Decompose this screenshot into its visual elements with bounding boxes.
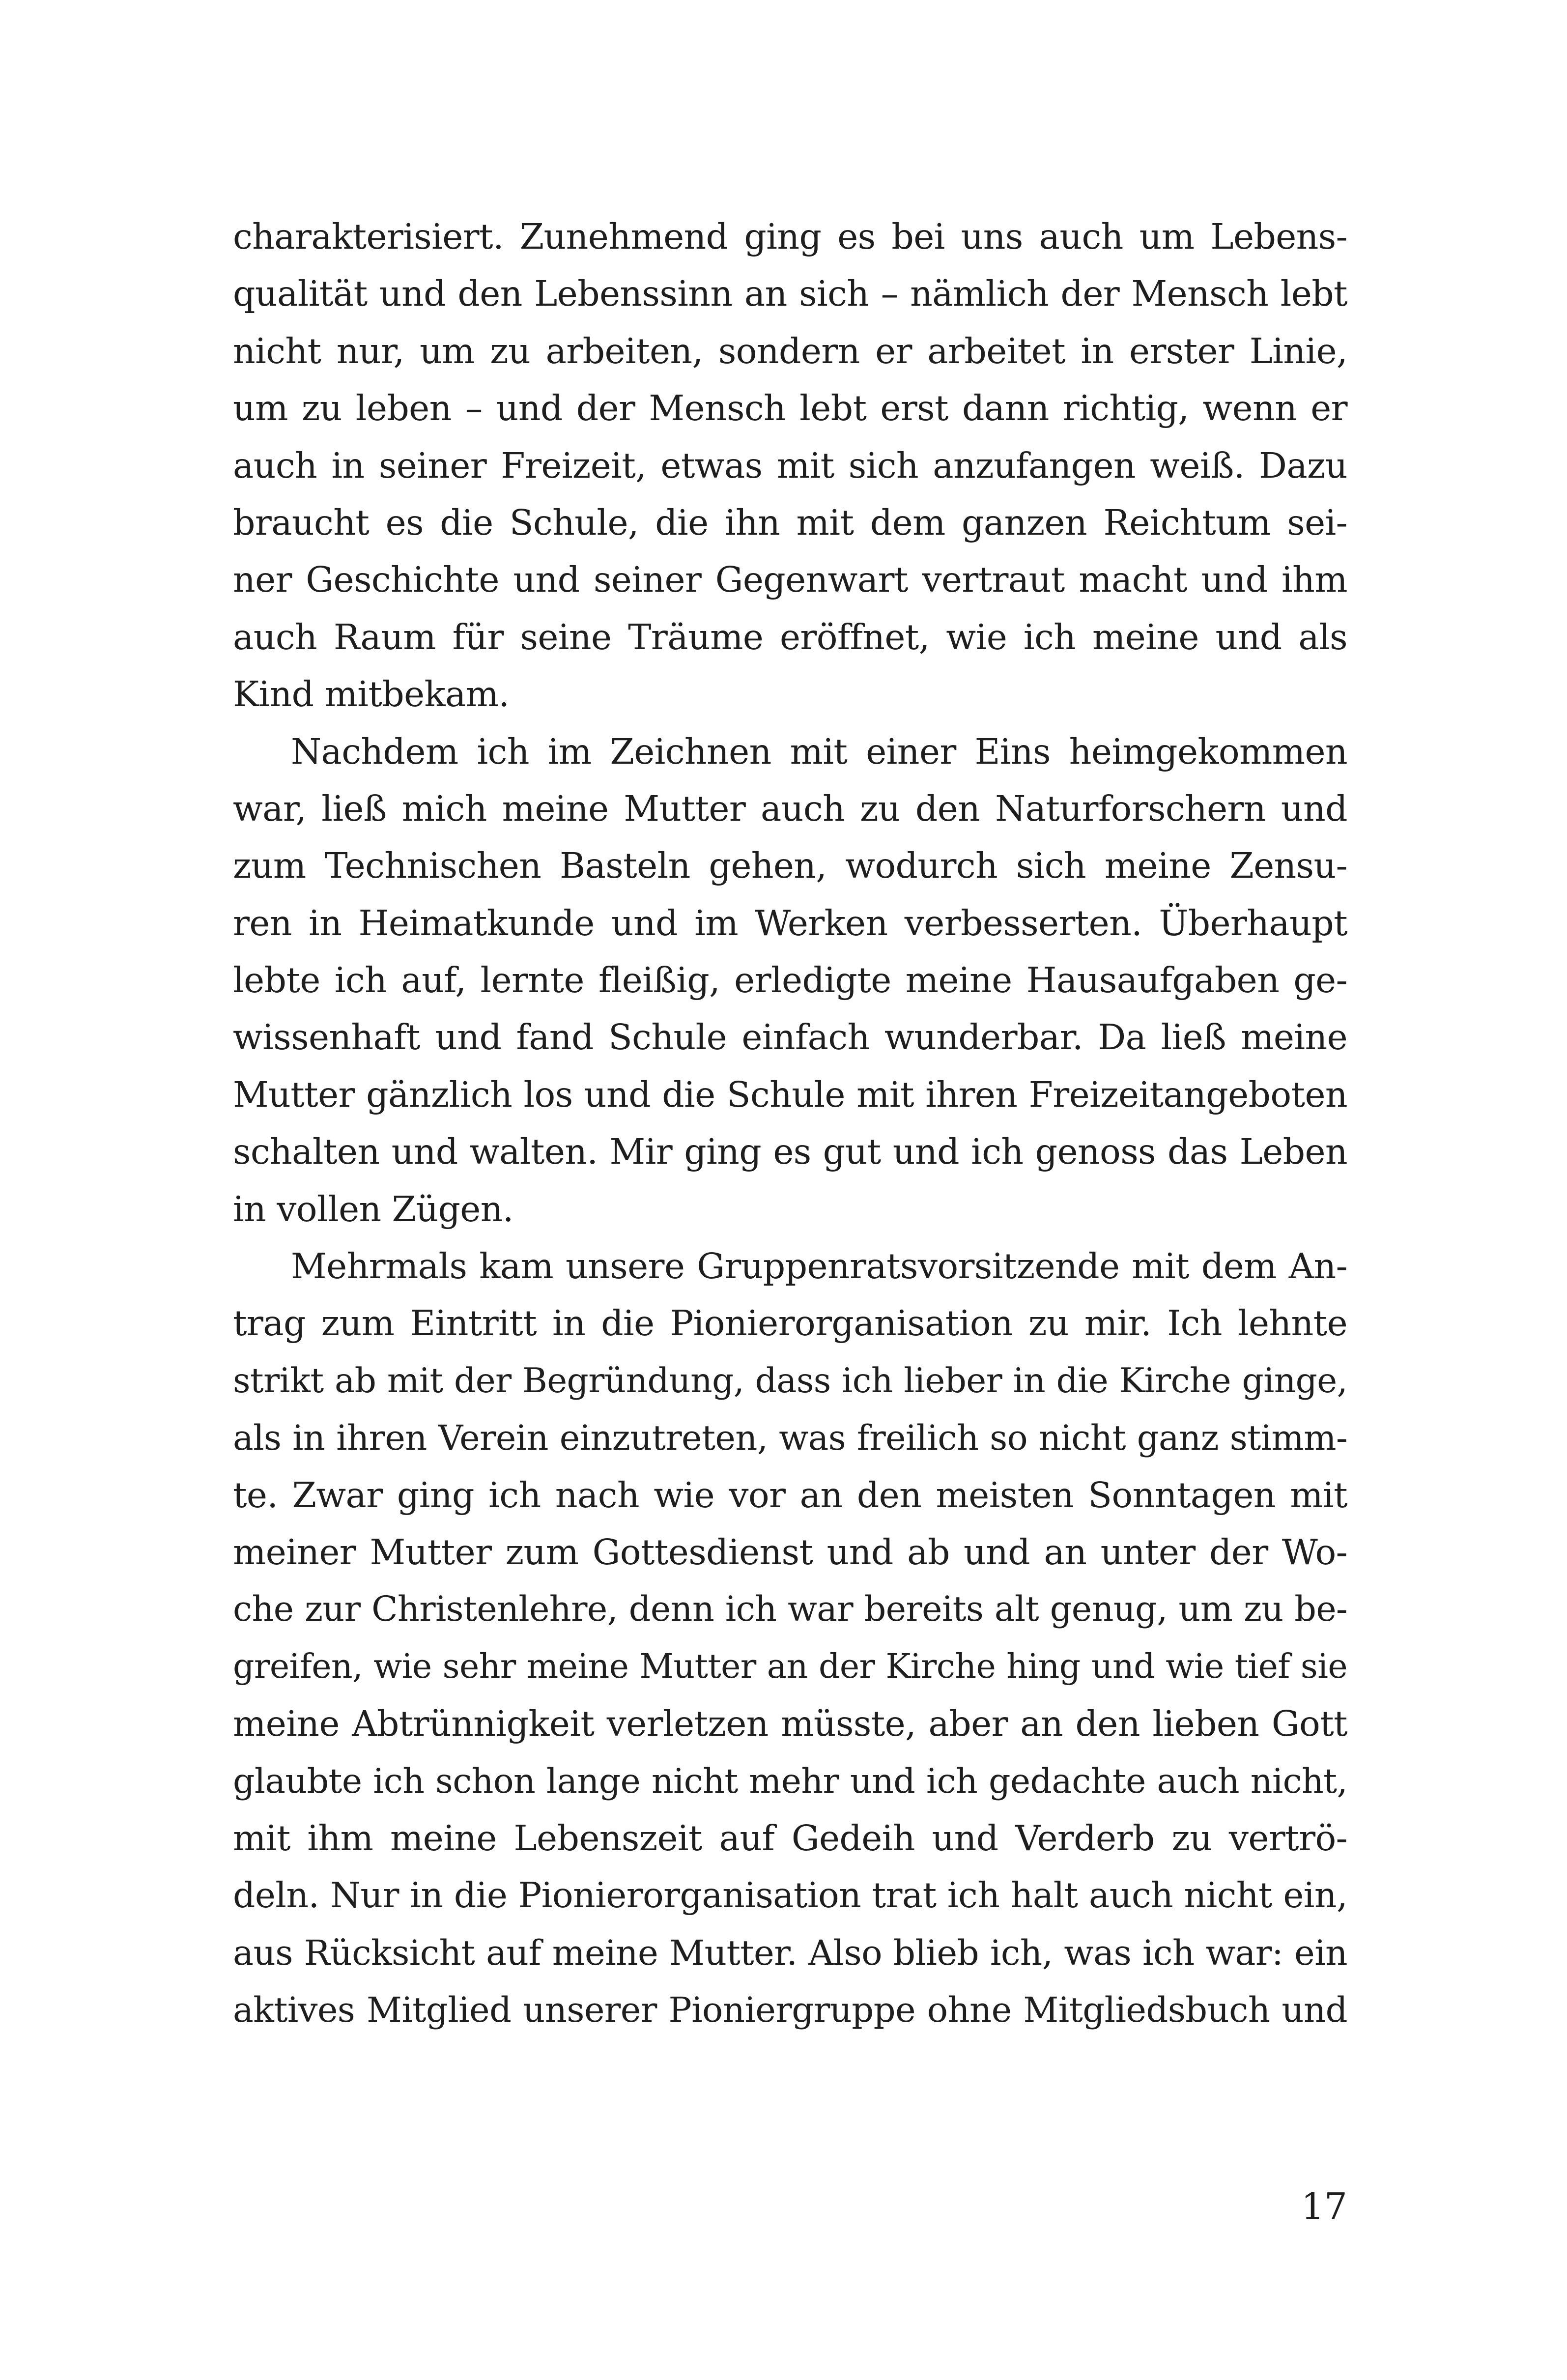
- text-line: in vollen Zügen.: [233, 1188, 513, 1230]
- text-line: glaubte ich schon lange nicht mehr und ich gedachte auch nicht,: [233, 1761, 1347, 1801]
- text-line: ren in Heimatkunde und im Werken verbesserten. Überhaupt: [233, 902, 1347, 944]
- text-line: nicht nur, um zu arbeiten, sondern er arbeitet in erster Linie,: [233, 330, 1347, 372]
- text-line: trag zum Eintritt in die Pionierorganisation zu mir. Ich lehnte: [233, 1303, 1347, 1344]
- text-line: deln. Nur in die Pionierorganisation trat ich halt auch nicht ein,: [233, 1875, 1347, 1916]
- text-line: um zu leben – und der Mensch lebt erst dann richtig, wenn er: [233, 388, 1347, 429]
- page-number: 17: [1301, 2185, 1347, 2228]
- text-line: aktives Mitglied unserer Pioniergruppe ohne Mitgliedsbuch und: [233, 1990, 1347, 2031]
- text-line: Mehrmals kam unsere Gruppenratsvorsitzende mit dem An-: [291, 1246, 1347, 1287]
- text-line: meine Abtrünnigkeit verletzen müsste, aber an den lieben Gott: [233, 1703, 1347, 1745]
- text-line: meiner Mutter zum Gottesdienst und ab und an unter der Wo-: [233, 1531, 1347, 1573]
- text-line: Mutter gänzlich los und die Schule mit ihren Freizeitangeboten: [233, 1074, 1347, 1115]
- text-line: aus Rücksicht auf meine Mutter. Also blieb ich, was ich war: ein: [233, 1932, 1347, 1973]
- text-line: te. Zwar ging ich nach wie vor an den meisten Sonntagen mit: [233, 1474, 1347, 1516]
- text-line: charakterisiert. Zunehmend ging es bei uns auch um Lebens-: [233, 216, 1347, 257]
- paragraph-1: [233, 208, 1347, 723]
- text-line: mit ihm meine Lebenszeit auf Gedeih und Verderb zu vertrö-: [233, 1817, 1347, 1859]
- text-line: qualität und den Lebenssinn an sich – nämlich der Mensch lebt: [233, 273, 1347, 315]
- text-line: Kind mitbekam.: [233, 674, 510, 715]
- text-line: che zur Christenlehre, denn ich war bereits alt genug, um zu be-: [233, 1589, 1347, 1630]
- text-line: als in ihren Verein einzutreten, was freilich so nicht ganz stimm-: [233, 1418, 1347, 1459]
- paragraph-2: [233, 723, 1347, 1238]
- paragraph-3: [233, 1238, 1347, 2038]
- text-line: auch Raum für seine Träume eröffnet, wie ich meine und als: [233, 616, 1347, 658]
- text-line: schalten und walten. Mir ging es gut und ich genoss das Leben: [233, 1131, 1347, 1173]
- text-line: zum Technischen Basteln gehen, wodurch sich meine Zensu-: [233, 845, 1347, 887]
- text-line: strikt ab mit der Begründung, dass ich lieber in die Kirche ginge,: [233, 1361, 1347, 1401]
- text-line: ner Geschichte und seiner Gegenwart vertraut macht und ihm: [233, 559, 1347, 601]
- text-line: wissenhaft und fand Schule einfach wunderbar. Da ließ meine: [233, 1017, 1347, 1058]
- text-line: braucht es die Schule, die ihn mit dem ganzen Reichtum sei-: [233, 502, 1347, 543]
- text-line: greifen, wie sehr meine Mutter an der Kirche hing und wie tief sie: [233, 1647, 1347, 1686]
- text-line: auch in seiner Freizeit, etwas mit sich anzufangen weiß. Dazu: [233, 445, 1347, 486]
- body-text: [233, 208, 1347, 2039]
- text-line: war, ließ mich meine Mutter auch zu den Naturforschern und: [233, 788, 1347, 829]
- text-line: lebte ich auf, lernte fleißig, erledigte meine Hausaufgaben ge-: [233, 960, 1347, 1001]
- text-line: Nachdem ich im Zeichnen mit einer Eins heimgekommen: [291, 731, 1347, 772]
